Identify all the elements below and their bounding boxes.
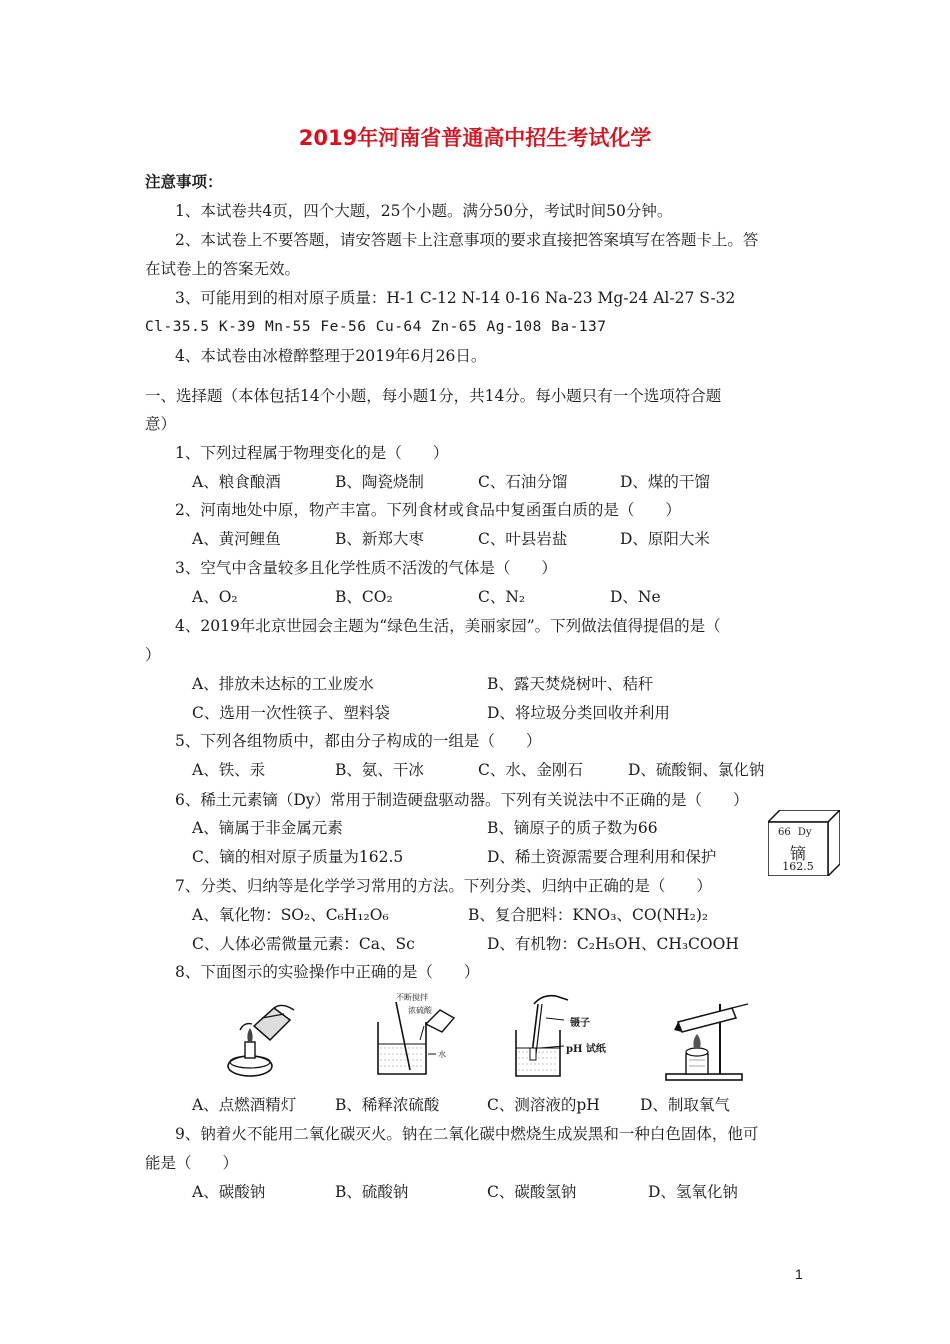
option-d: D、将垃圾分类回收并利用 <box>487 704 670 722</box>
page-number: 1 <box>795 1266 803 1282</box>
option-b: B、复合肥料：KNO₃、CO(NH₂)₂ <box>468 906 709 924</box>
option-b: B、新郑大枣 <box>335 530 424 548</box>
option-c: C、测溶液的pH <box>487 1096 600 1114</box>
question-stem: 7、分类、归纳等是化学学习常用的方法。下列分类、归纳中正确的是（ ） <box>175 877 712 895</box>
element-card-dy <box>768 810 840 876</box>
option-c: C、镝的相对原子质量为162.5 <box>192 848 404 866</box>
option-c: C、石油分馏 <box>478 473 568 491</box>
notice-item: 1、本试卷共4页，四个大题，25个小题。满分50分，考试时间50分钟。 <box>175 202 673 220</box>
question-stem: 8、下面图示的实验操作中正确的是（ ） <box>175 963 480 981</box>
atomic-number: 66 <box>778 827 791 838</box>
option-c: C、碳酸氢钠 <box>487 1183 577 1201</box>
option-c: C、人体必需微量元素：Ca、Sc <box>192 935 415 953</box>
figure-dilute-acid <box>368 992 473 1080</box>
option-b: B、稀释浓硫酸 <box>335 1096 440 1114</box>
option-a: A、碳酸钠 <box>192 1183 266 1201</box>
label-stir: 不断搅拌 <box>396 993 428 1002</box>
section-heading: 一、选择题（本体包括14个小题，每小题1分，共14分。每小题只有一个选项符合题 <box>145 387 722 405</box>
option-d: D、硫酸铜、氯化钠 <box>628 761 765 779</box>
question-stem: 4、2019年北京世园会主题为“绿色生活，美丽家园”。下列做法值得提倡的是（ <box>175 617 721 635</box>
section-heading-cont: 意） <box>145 415 177 433</box>
figure-produce-oxygen <box>664 996 764 1082</box>
option-a: A、氧化物：SO₂、C₆H₁₂O₆ <box>192 906 389 924</box>
label-acid: 浓硫酸 <box>408 1006 432 1015</box>
option-d: D、有机物：C₂H₅OH、CH₃COOH <box>487 935 739 953</box>
figure-measure-ph <box>512 990 622 1080</box>
notice-item: 2、本试卷上不要答题，请安答题卡上注意事项的要求直接把答案填写在答题卡上。答 <box>175 231 759 249</box>
question-stem: 3、空气中含量较多且化学性质不活泼的气体是（ ） <box>175 559 557 577</box>
label-water: 水 <box>438 1050 446 1059</box>
question-stem: 5、下列各组物质中，都由分子构成的一组是（ ） <box>175 732 542 750</box>
question-stem: 1、下列过程属于物理变化的是（ ） <box>175 444 449 462</box>
notice-item: Cl-35.5 K-39 Mn-55 Fe-56 Cu-64 Zn-65 Ag-108 Ba-137 <box>145 319 607 335</box>
option-d: D、氢氧化钠 <box>648 1183 738 1201</box>
option-d: D、煤的干馏 <box>620 473 710 491</box>
element-name: 镝 <box>789 844 806 863</box>
label-tweezers: 镊子 <box>570 1018 590 1029</box>
option-a: A、黄河鲤鱼 <box>192 530 281 548</box>
element-number-symbol <box>778 827 812 838</box>
option-a: A、排放未达标的工业废水 <box>192 675 374 693</box>
notice-item: 4、本试卷由冰橙醉整理于2019年6月26日。 <box>175 347 487 365</box>
option-a: A、粮食酿酒 <box>192 473 281 491</box>
option-d: D、Ne <box>610 588 661 606</box>
option-a: A、铁、汞 <box>192 761 266 779</box>
option-b: B、露天焚烧树叶、秸秆 <box>487 675 654 693</box>
option-b: B、氨、干冰 <box>335 761 424 779</box>
option-c: C、选用一次性筷子、塑料袋 <box>192 704 390 722</box>
option-d: D、制取氧气 <box>640 1096 730 1114</box>
option-b: B、陶瓷烧制 <box>335 473 424 491</box>
notice-item: 在试卷上的答案无效。 <box>145 260 301 278</box>
label-ph-paper: pH 试纸 <box>566 1044 606 1055</box>
atomic-mass: 162.5 <box>782 860 814 873</box>
element-symbol: Dy <box>797 827 812 838</box>
option-a: A、镝属于非金属元素 <box>192 819 343 837</box>
option-d: D、稀土资源需要合理利用和保护 <box>487 848 717 866</box>
notice-item: 3、可能用到的相对原子质量：H-1 C-12 N-14 0-16 Na-23 Mg-24 Al-27 S-32 <box>175 289 736 307</box>
option-a: A、O₂ <box>192 588 238 606</box>
option-b: B、镝原子的质子数为66 <box>487 819 658 837</box>
option-a: A、点燃酒精灯 <box>192 1096 297 1114</box>
option-c: C、N₂ <box>478 588 526 606</box>
question-stem-cont: ） <box>145 646 161 664</box>
question-stem: 9、钠着火不能用二氧化碳灭火。钠在二氧化碳中燃烧生成炭黑和一种白色固体，他可 <box>175 1125 759 1143</box>
question-stem-cont: 能是（ ） <box>145 1154 239 1172</box>
option-d: D、原阳大米 <box>620 530 710 548</box>
question-stem: 6、稀土元素镝（Dy）常用于制造硬盘驱动器。下列有关说法中不正确的是（ ） <box>175 791 749 809</box>
notice-heading: 注意事项： <box>145 173 223 191</box>
option-b: B、CO₂ <box>335 588 393 606</box>
figure-alcohol-lamp <box>212 1000 302 1080</box>
option-c: C、叶县岩盐 <box>478 530 568 548</box>
question-stem: 2、河南地处中原，物产丰富。下列食材或食品中复函蛋白质的是（ ） <box>175 501 681 519</box>
page-title: 2019年河南省普通高中招生考试化学 <box>298 126 652 150</box>
option-c: C、水、金刚石 <box>478 761 583 779</box>
option-b: B、硫酸钠 <box>335 1183 409 1201</box>
